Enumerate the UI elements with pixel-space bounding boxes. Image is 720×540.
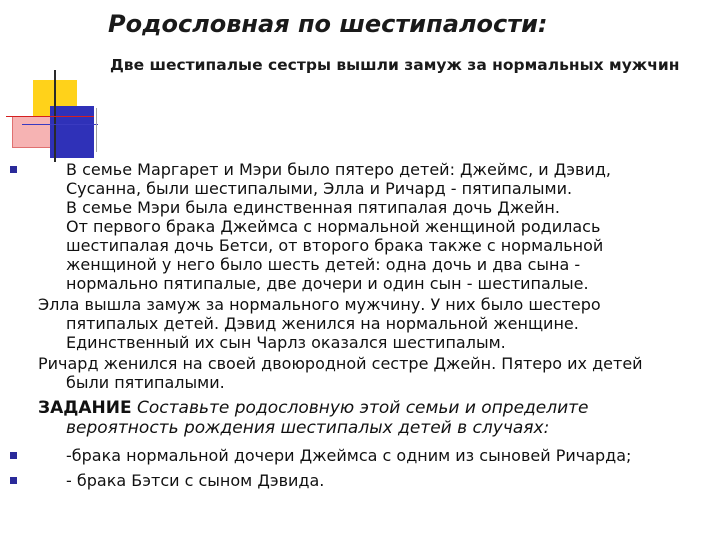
- paragraph-richard: [38, 354, 706, 392]
- case-item-2: [38, 471, 706, 490]
- text-line: От первого брака Джеймса с нормальной женщиной родилась: [66, 217, 601, 236]
- text-line: Элла вышла замуж за нормального мужчину. У них было шестеро: [38, 295, 601, 314]
- decor-gray-line: [96, 108, 97, 152]
- task-text-line1: Составьте родословную этой семьи и определите: [137, 398, 589, 418]
- slide-title: Родословная по шестипалости:: [108, 10, 548, 38]
- text-line: шестипалая дочь Бетси, от второго брака также с нормальной: [66, 236, 604, 255]
- decor-blue-square: [50, 106, 94, 158]
- text-line: Сусанна, были шестипалыми, Элла и Ричард - пятипалыми.: [66, 179, 573, 198]
- decor-pink-square: [12, 116, 54, 148]
- case-text: - брака Бэтси с сыном Дэвида.: [66, 471, 325, 490]
- square-bullet-icon: [10, 477, 17, 484]
- task-label: ЗАДАНИЕ: [38, 398, 132, 418]
- text-line: Ричард женился на своей двоюродной сестре Джейн. Пятеро их детей: [38, 354, 643, 373]
- paragraph-ella: [38, 295, 706, 352]
- slide-subtitle: Две шестипалые сестры вышли замуж за нормальных мужчин: [110, 56, 680, 74]
- text-line: пятипалых детей. Дэвид женился на нормальной женщине.: [66, 314, 579, 333]
- text-line: были пятипалыми.: [66, 373, 225, 392]
- text-line: нормально пятипалые, две дочери и один сын - шестипалые.: [66, 274, 589, 293]
- square-bullet-icon: [10, 452, 17, 459]
- text-line: В семье Маргарет и Мэри было пятеро детей: Джеймс, и Дэвид,: [66, 160, 611, 179]
- case-item-1: [38, 446, 706, 465]
- text-line: Единственный их сын Чарлз оказался шестипалым.: [66, 333, 506, 352]
- text-line: женщиной у него было шесть детей: одна дочь и два сына -: [66, 255, 581, 274]
- text-line: В семье Мэри была единственная пятипалая дочь Джейн.: [66, 198, 560, 217]
- task-text-line2: вероятность рождения шестипалых детей в случаях:: [66, 418, 550, 438]
- slide-body: [38, 160, 706, 490]
- task-block: [38, 398, 706, 438]
- paragraph-family: [38, 160, 706, 293]
- square-bullet-icon: [10, 166, 17, 173]
- decor-blue-line: [22, 124, 98, 125]
- case-text: -брака нормальной дочери Джеймса с одним из сыновей Ричарда;: [66, 446, 632, 465]
- decor-red-line: [6, 116, 94, 117]
